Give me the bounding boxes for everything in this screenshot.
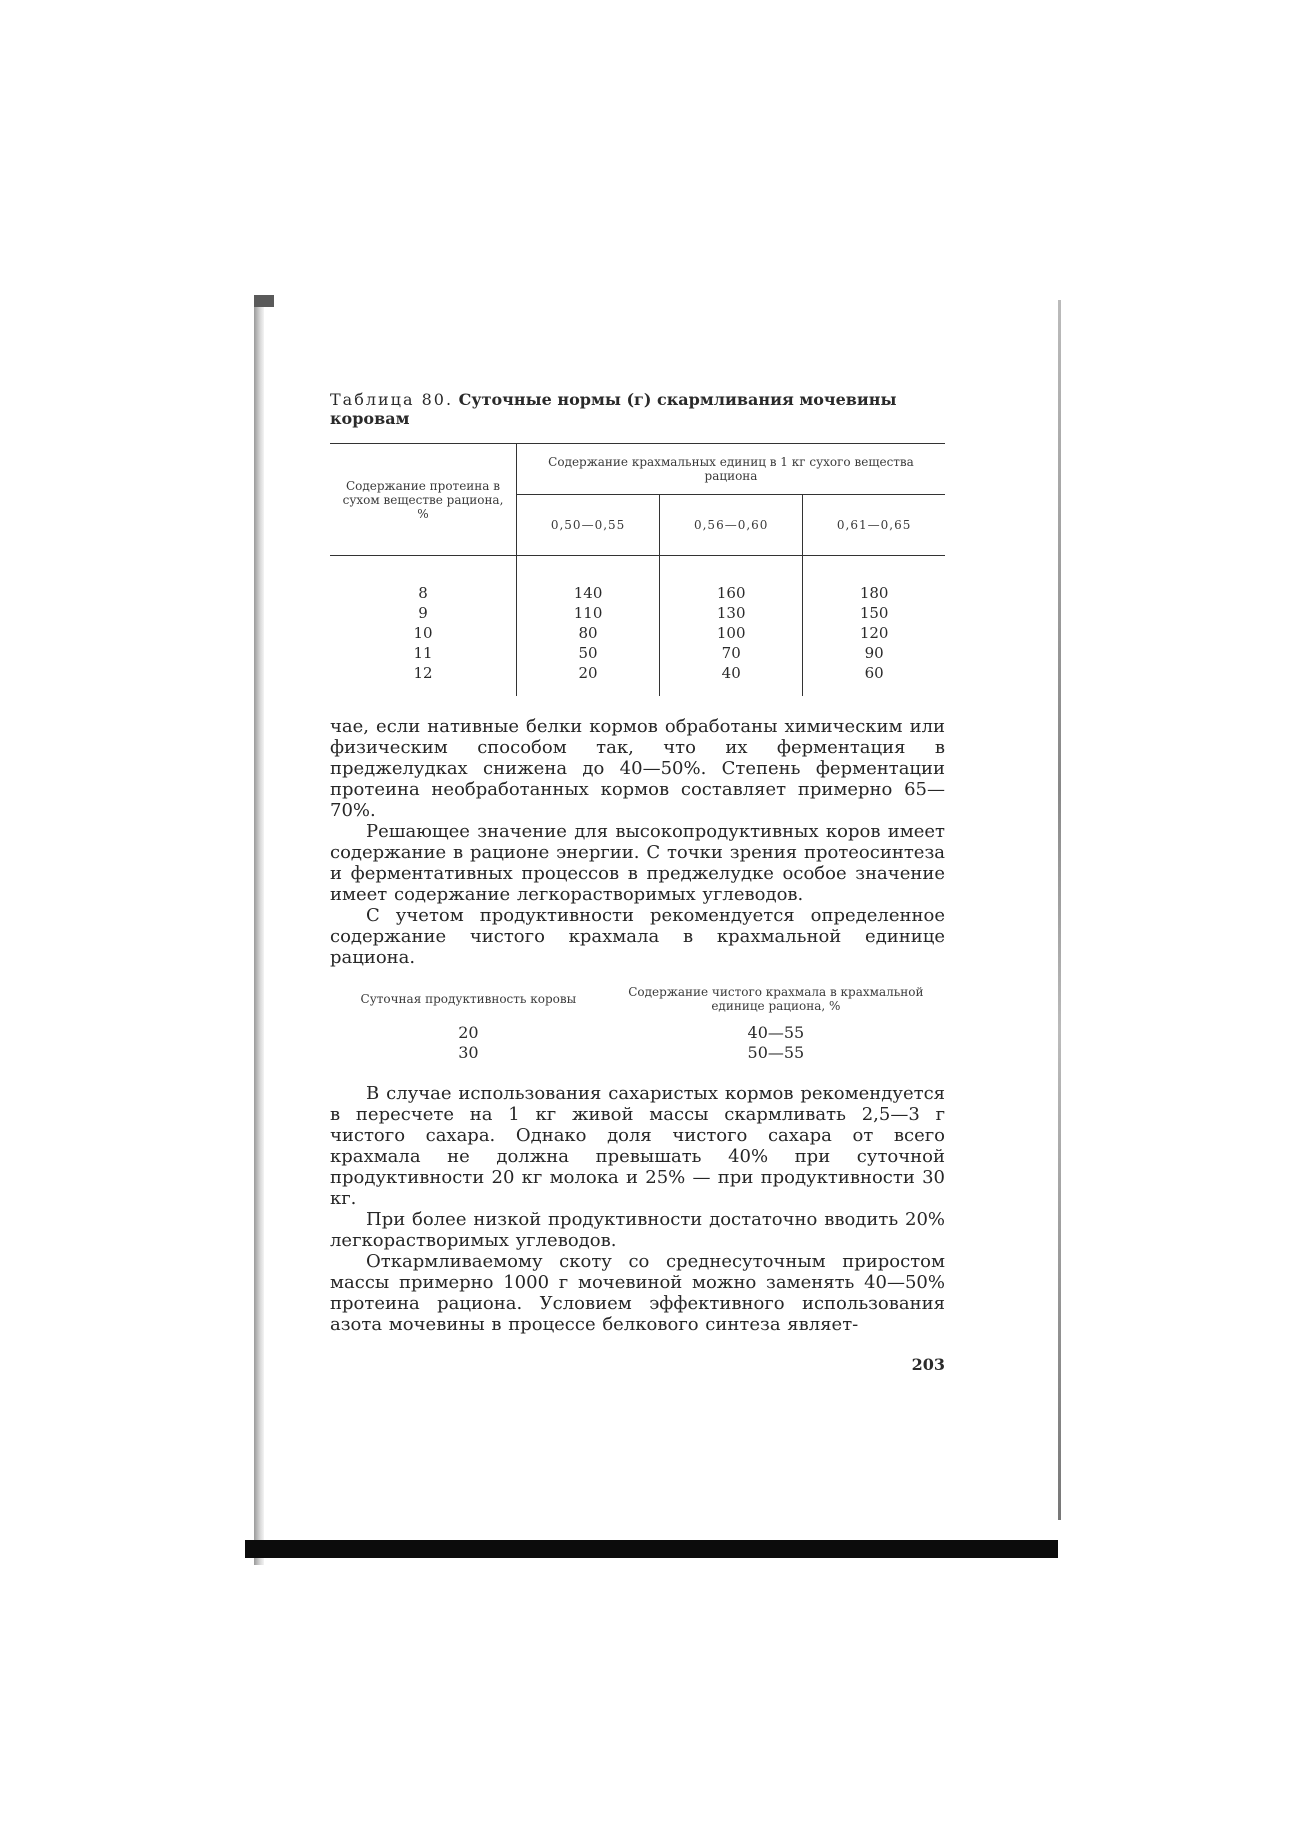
value-cell: 50: [517, 643, 660, 663]
value-cell: 140: [517, 556, 660, 603]
starch-units-header: Содержание крахмальных единиц в 1 кг сухого вещества рациона: [517, 444, 946, 495]
body-paragraph: С учетом продуктивности рекомендуется определенное содержание чистого крахмала в крахмальной единице рациона.: [330, 905, 945, 968]
table-caption-title: Суточные нормы (г) скармливания мочевины коровам: [330, 390, 897, 428]
value-cell: 60: [803, 663, 945, 696]
value-cell: 150: [803, 603, 945, 623]
urea-norms-table: [330, 443, 945, 696]
protein-cell: 9: [418, 604, 428, 622]
table-caption-number: Таблица 80.: [330, 390, 454, 409]
value-cell: 120: [803, 623, 945, 643]
column-header: 0,56—0,60: [660, 495, 803, 556]
table-row: [330, 1023, 945, 1043]
value-cell: 130: [660, 603, 803, 623]
scan-page-edge-right: [1058, 300, 1061, 1520]
protein-cell: 11: [413, 644, 433, 662]
scan-page-shadow-left: [254, 295, 264, 1565]
productivity-header: Суточная продуктивность коровы: [360, 992, 577, 1006]
starch-content-table: [330, 984, 945, 1063]
scan-page-edge-bottom: [245, 1540, 1058, 1558]
table-row: [330, 643, 945, 663]
table-row: [330, 556, 945, 603]
value-cell: 100: [660, 623, 803, 643]
productivity-cell: 20: [458, 1023, 479, 1042]
body-paragraph: При более низкой продуктивности достаточно вводить 20% легкорастворимых углеводов.: [330, 1209, 945, 1251]
value-cell: 110: [517, 603, 660, 623]
table-row: [330, 623, 945, 643]
table-row: [330, 1043, 945, 1063]
starch-cell: 40—55: [747, 1023, 805, 1042]
value-cell: 20: [517, 663, 660, 696]
book-page: [330, 390, 945, 1374]
table-caption: [330, 390, 945, 428]
protein-cell: 12: [413, 664, 433, 682]
body-paragraph: чае, если нативные белки кормов обработаны химическим или физическим способом так, что их ферментация в преджелудках снижена до 40—50%. Степень ферментации протеина необработанных кормов составляет примерно 65—70%.: [330, 716, 945, 821]
page-number: 203: [911, 1355, 945, 1374]
value-cell: 40: [660, 663, 803, 696]
protein-cell: 10: [413, 624, 433, 642]
value-cell: 90: [803, 643, 945, 663]
value-cell: 70: [660, 643, 803, 663]
starch-header: Содержание чистого крахмала в крахмальной единице рациона, %: [628, 985, 924, 1013]
body-paragraph: Решающее значение для высокопродуктивных коров имеет содержание в рационе энергии. С точки зрения протеосинтеза и ферментативных процессов в преджелудке особое значение имеет содержание легкорастворимых углеводов.: [330, 821, 945, 905]
table-row: [330, 663, 945, 696]
value-cell: 180: [803, 556, 945, 603]
protein-content-header: Содержание протеина в сухом веществе рациона, %: [342, 478, 504, 521]
body-paragraph: В случае использования сахаристых кормов рекомендуется в пересчете на 1 кг живой массы скармливать 2,5—3 г чистого сахара. Однако доля чистого сахара от всего крахмала не должна превышать 40% при суточной продуктивности 20 кг молока и 25% — при продуктивности 30 кг.: [330, 1083, 945, 1209]
column-header: 0,61—0,65: [803, 495, 945, 556]
starch-cell: 50—55: [747, 1043, 805, 1062]
scan-corner-mark: [254, 295, 274, 307]
table-row: [330, 603, 945, 623]
body-paragraph: Откармливаемому скоту со среднесуточным приростом массы примерно 1000 г мочевиной можно заменять 40—50% протеина рациона. Условием эффективного использования азота мочевины в процессе белкового синтеза являет-: [330, 1251, 945, 1335]
value-cell: 80: [517, 623, 660, 643]
column-header: 0,50—0,55: [517, 495, 660, 556]
productivity-cell: 30: [458, 1043, 479, 1062]
protein-cell: 8: [418, 584, 428, 602]
value-cell: 160: [660, 556, 803, 603]
